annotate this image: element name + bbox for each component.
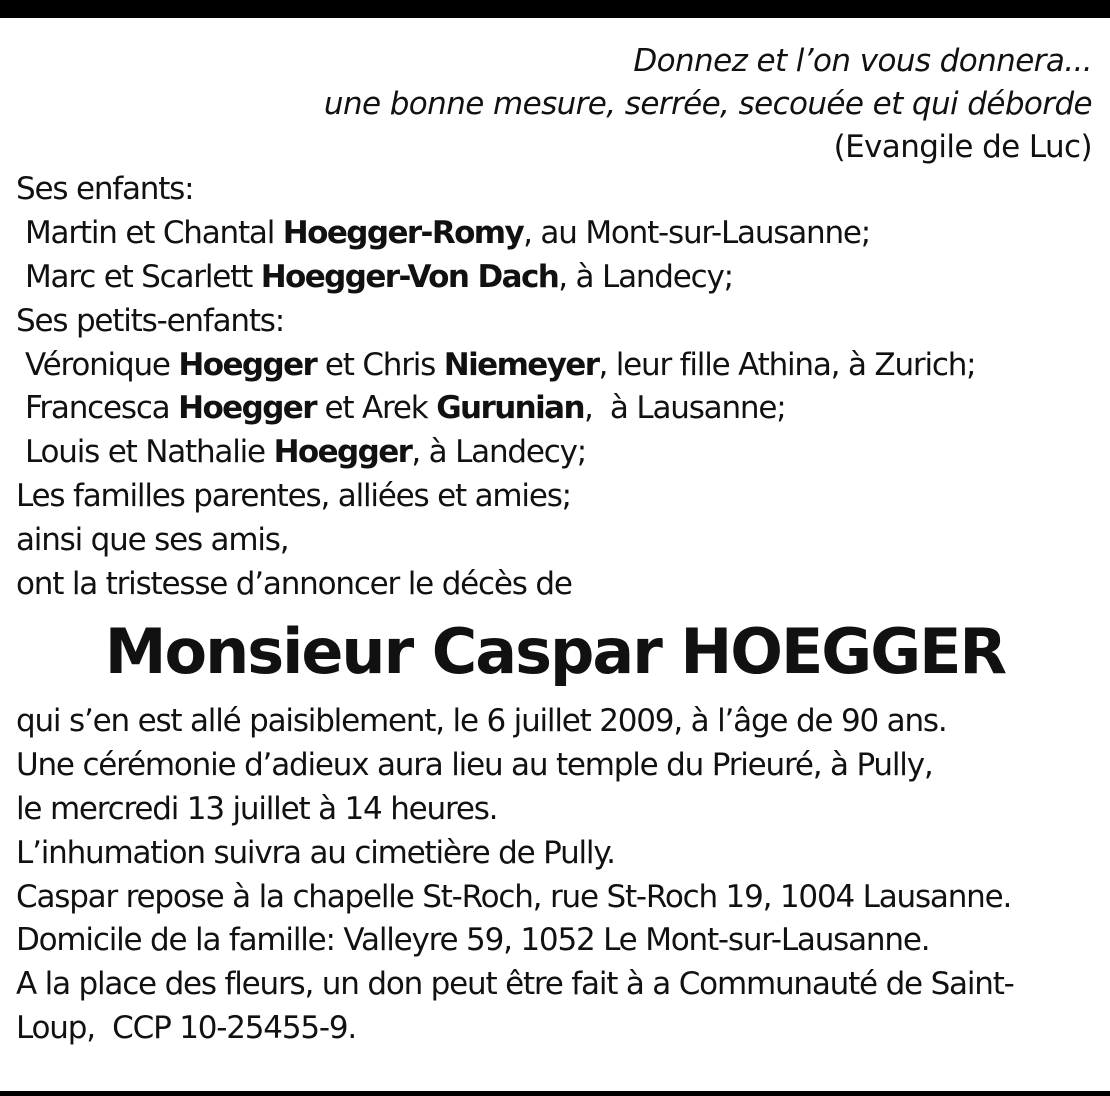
grandchild-3-given: Louis et Nathalie [25, 434, 274, 471]
grandchildren-heading: Ses petits-enfants: [16, 302, 284, 339]
epigraph-source: (Evangile de Luc) [833, 129, 1092, 165]
grandchild-1-surname-1: Hoegger [178, 346, 317, 383]
child-1-place: , au Mont-sur-Lausanne; [523, 214, 871, 251]
grandchild-3-surname: Hoegger [273, 434, 412, 471]
grandchild-2-partner: et Arek [315, 390, 437, 427]
detail-line-6: Domicile de la famille: Valleyre 59, 1052 Le Mont-sur-Lausanne. [16, 922, 930, 959]
grandchild-line-2 [16, 387, 1096, 431]
epigraph-line-1: Donnez et l’on vous donnera... [633, 43, 1092, 79]
bottom-border-rule [0, 1091, 1110, 1096]
epigraph-line-2: une bonne mesure, serrée, secouée et qui déborde [323, 86, 1092, 122]
child-2-place: , à Landecy; [558, 258, 733, 295]
family-list [16, 168, 1096, 607]
detail-line-8: Loup, CCP 10-25455-9. [16, 1010, 357, 1047]
service-details [16, 700, 1096, 1051]
grandchild-2-place: , à Lausanne; [583, 390, 786, 427]
deceased-name: Monsieur Caspar HOEGGER [104, 615, 1006, 688]
child-1-surname: Hoegger-Romy [282, 214, 524, 251]
grandchild-1-partner: et Chris [316, 346, 444, 383]
relatives-line: Les familles parentes, alliées et amies; [16, 478, 571, 515]
grandchild-2-given: Francesca [25, 390, 179, 427]
detail-line-5: Caspar repose à la chapelle St-Roch, rue St-Roch 19, 1004 Lausanne. [16, 878, 1012, 915]
grandchild-line-3 [16, 431, 1096, 475]
child-1-given: Martin et Chantal [25, 214, 283, 251]
detail-line-3: le mercredi 13 juillet à 14 heures. [16, 790, 498, 827]
grandchild-2-surname-1: Hoegger [178, 390, 316, 427]
grandchild-3-place: , à Landecy; [411, 434, 587, 471]
child-line-2 [16, 256, 1096, 300]
grandchild-1-place: , leur fille Athina, à Zurich; [598, 346, 976, 383]
detail-line-7: A la place des fleurs, un don peut être fait à a Communauté de Saint- [16, 966, 1014, 1003]
announcement-line: ont la tristesse d’annoncer le décès de [16, 566, 572, 603]
friends-line: ainsi que ses amis, [16, 522, 289, 559]
child-2-given: Marc et Scarlett [25, 258, 261, 295]
children-heading: Ses enfants: [16, 171, 194, 207]
grandchild-2-surname-2: Gurunian [436, 390, 584, 427]
grandchild-1-surname-2: Niemeyer [443, 346, 599, 383]
epigraph [324, 40, 1092, 169]
child-line-1 [16, 212, 1096, 256]
grandchild-1-given: Véronique [25, 346, 179, 383]
detail-line-4: L’inhumation suivra au cimetière de Pully. [16, 834, 615, 871]
top-border-rule [0, 0, 1110, 18]
detail-line-1: qui s’en est allé paisiblement, le 6 juillet 2009, à l’âge de 90 ans. [16, 703, 947, 739]
detail-line-2: Une cérémonie d’adieux aura lieu au temple du Prieuré, à Pully, [16, 746, 933, 783]
child-2-surname: Hoegger-Von Dach [260, 258, 559, 295]
grandchild-line-1 [16, 344, 1096, 388]
